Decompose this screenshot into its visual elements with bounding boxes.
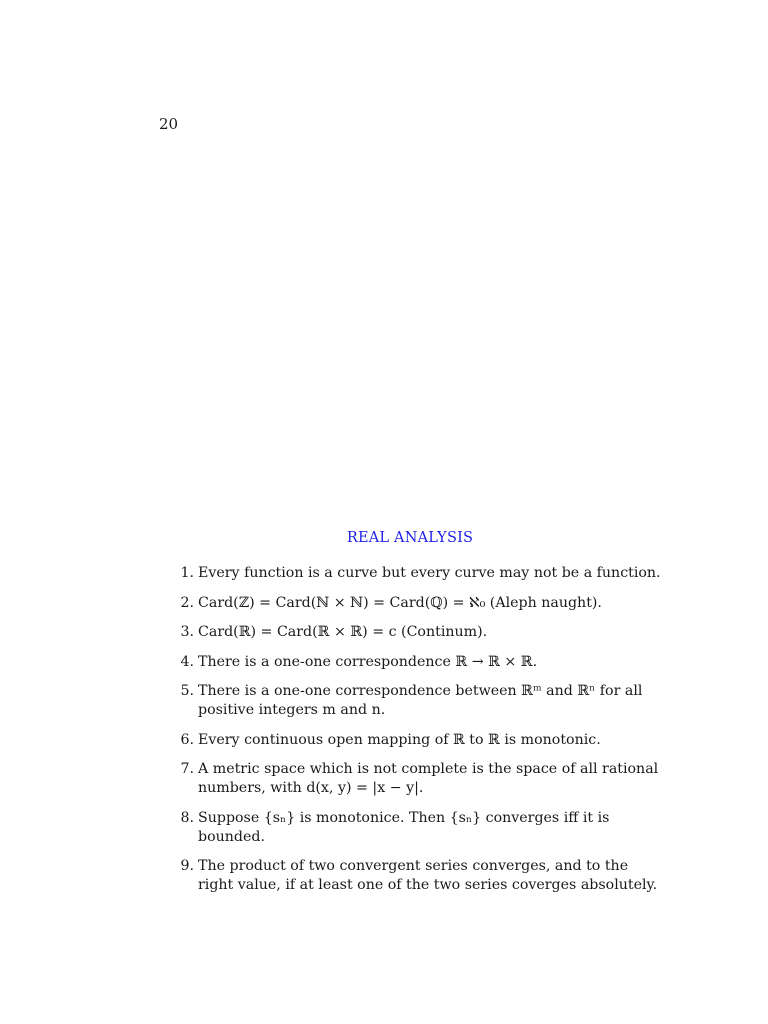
- item-number: 6.: [180, 731, 194, 748]
- list-item: [176, 682, 666, 720]
- item-number: 3.: [180, 624, 194, 640]
- item-text: The product of two convergent series converges, and to the right value, if at least one of the two series coverges absolutely.: [198, 858, 658, 893]
- item-number: 8.: [180, 809, 194, 826]
- list-item: [176, 653, 666, 672]
- item-number: 7.: [180, 761, 194, 777]
- item-text: Card(ℝ) = Card(ℝ × ℝ) = c (Continum).: [198, 624, 488, 640]
- page-number: 20: [159, 115, 179, 133]
- item-number: 1.: [180, 565, 194, 581]
- item-text: A metric space which is not complete is the space of all rational numbers, with d(x, y) = |x − y|.: [198, 761, 659, 796]
- list-item: [176, 731, 666, 750]
- list-item: [176, 564, 666, 583]
- item-number: 2.: [180, 594, 194, 611]
- list-item: [176, 623, 666, 642]
- item-number: 5.: [180, 683, 194, 699]
- item-text: Every continuous open mapping of ℝ to ℝ is monotonic.: [198, 731, 601, 748]
- item-number: 4.: [180, 653, 194, 670]
- statement-list: [176, 564, 666, 906]
- section-title: REAL ANALYSIS: [346, 530, 474, 546]
- item-text: Suppose {sₙ} is monotonice. Then {sₙ} converges iff it is bounded.: [198, 809, 610, 845]
- list-item: [176, 760, 666, 798]
- item-text: There is a one-one correspondence between ℝᵐ and ℝⁿ for all positive integers m and n.: [198, 683, 643, 718]
- list-item: [176, 857, 666, 895]
- list-item: [176, 594, 666, 613]
- item-text: Every function is a curve but every curve may not be a function.: [198, 565, 661, 581]
- item-text: There is a one-one correspondence ℝ → ℝ × ℝ.: [198, 653, 538, 670]
- item-text: Card(ℤ) = Card(ℕ × ℕ) = Card(ℚ) = ℵ₀ (Aleph naught).: [198, 594, 602, 611]
- item-number: 9.: [180, 858, 194, 874]
- list-item: [176, 809, 666, 847]
